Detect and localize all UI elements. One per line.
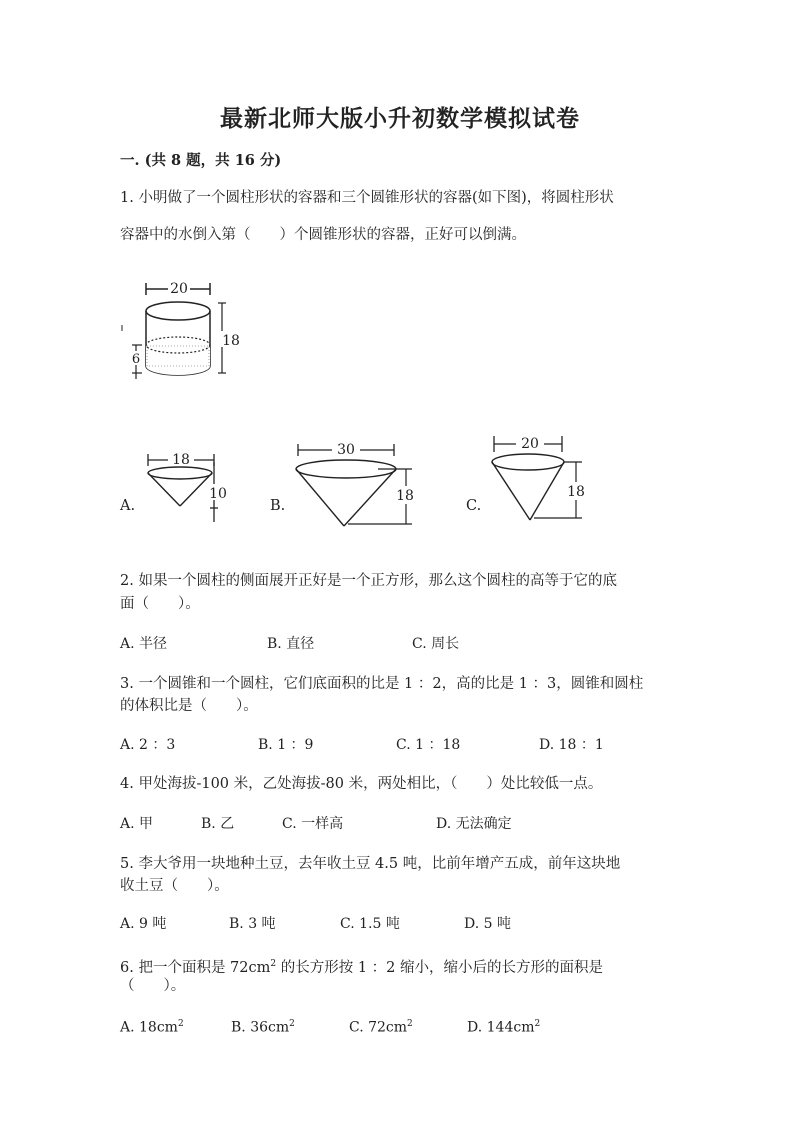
q2-line2: 面（ ）。 bbox=[120, 596, 200, 612]
cone-a-figure bbox=[140, 448, 240, 528]
q6-line1 bbox=[120, 954, 603, 978]
q2-line1: 2. 如果一个圆柱的侧面展开正好是一个正方形，那么这个圆柱的高等于它的底 bbox=[120, 573, 617, 589]
section-heading: 一. (共 8 题，共 16 分) bbox=[120, 152, 282, 169]
q4-option-b: B. 乙 bbox=[201, 816, 235, 832]
q3-option-d: D. 18 ：1 bbox=[539, 737, 604, 753]
q5-line2: 收土豆（ ）。 bbox=[120, 878, 229, 894]
cone-c-figure bbox=[488, 430, 598, 530]
q2-option-c: C. 周长 bbox=[412, 636, 460, 652]
cylinder-width-label: 20 bbox=[170, 281, 188, 297]
q6-option-d: D. $144cm^2$ bbox=[467, 1019, 541, 1036]
q4-option-d: D. 无法确定 bbox=[436, 816, 512, 832]
q6-line1-sup: 2 bbox=[270, 959, 277, 969]
cone-c-label: C. bbox=[466, 498, 482, 514]
cylinder-height-label: 18 bbox=[222, 333, 240, 349]
page-title: 最新北师大版小升初数学模拟试卷 bbox=[220, 105, 580, 132]
q2-option-b: B. 直径 bbox=[267, 636, 315, 652]
q5-option-c: C. 1.5 吨 bbox=[340, 916, 400, 932]
q6-option-a: A. $18cm^2$ bbox=[120, 1019, 184, 1036]
cone-b-label: B. bbox=[270, 498, 286, 514]
q3-line1: 3. 一个圆锥和一个圆柱，它们底面积的比是 1 ：2，高的比是 1 ：3，圆锥和圆柱 bbox=[120, 676, 644, 692]
q5-option-b: B. 3 吨 bbox=[229, 916, 276, 932]
cylinder-water-label: 6 bbox=[131, 352, 141, 367]
cone-c-width-label: 20 bbox=[521, 436, 539, 452]
q5-line1: 5. 李大爷用一块地种土豆，去年收土豆 4.5 吨，比前年增产五成，前年这块地 bbox=[120, 856, 621, 872]
q3-option-c: C. 1 ：18 bbox=[396, 737, 461, 753]
cylinder-figure bbox=[118, 275, 248, 385]
q6-option-b: B. $36cm^2$ bbox=[231, 1019, 295, 1036]
q3-line2: 的体积比是（ ）。 bbox=[120, 698, 258, 714]
cone-a-label: A. bbox=[120, 498, 136, 514]
q3-option-b: B. 1 ：9 bbox=[258, 737, 314, 753]
q2-option-a: A. 半径 bbox=[120, 636, 168, 652]
q6-option-c: C. $72cm^2$ bbox=[349, 1019, 413, 1036]
q5-option-d: D. 5 吨 bbox=[464, 916, 511, 932]
q4-option-a: A. 甲 bbox=[120, 816, 154, 832]
q6-line1-post: 的长方形按 1 ：2 缩小，缩小后的长方形的面积是 bbox=[276, 959, 603, 976]
q4-option-c: C. 一样高 bbox=[282, 816, 344, 832]
q4-line1: 4. 甲处海拔-100 米，乙处海拔-80 米，两处相比，（ ）处比较低一点。 bbox=[120, 776, 603, 792]
q1-line2: 容器中的水倒入第（ ）个圆锥形状的容器，正好可以倒满。 bbox=[120, 227, 526, 243]
cone-b-width-label: 30 bbox=[337, 442, 355, 458]
cone-b-height-label: 18 bbox=[396, 488, 414, 504]
cone-b-figure bbox=[288, 438, 418, 533]
q3-option-a: A. 2 ：3 bbox=[120, 737, 176, 753]
cone-c-height-label: 18 bbox=[567, 484, 585, 500]
q5-option-a: A. 9 吨 bbox=[120, 916, 167, 932]
q6-line2: （ ）。 bbox=[120, 978, 186, 994]
q1-line1: 1. 小明做了一个圆柱形状的容器和三个圆锥形状的容器(如下图)，将圆柱形状 bbox=[120, 190, 614, 206]
q6-line1-pre: 6. 把一个面积是 72cm bbox=[120, 959, 271, 976]
cone-a-height-label: 10 bbox=[209, 486, 227, 502]
cone-a-width-label: 18 bbox=[172, 452, 190, 468]
